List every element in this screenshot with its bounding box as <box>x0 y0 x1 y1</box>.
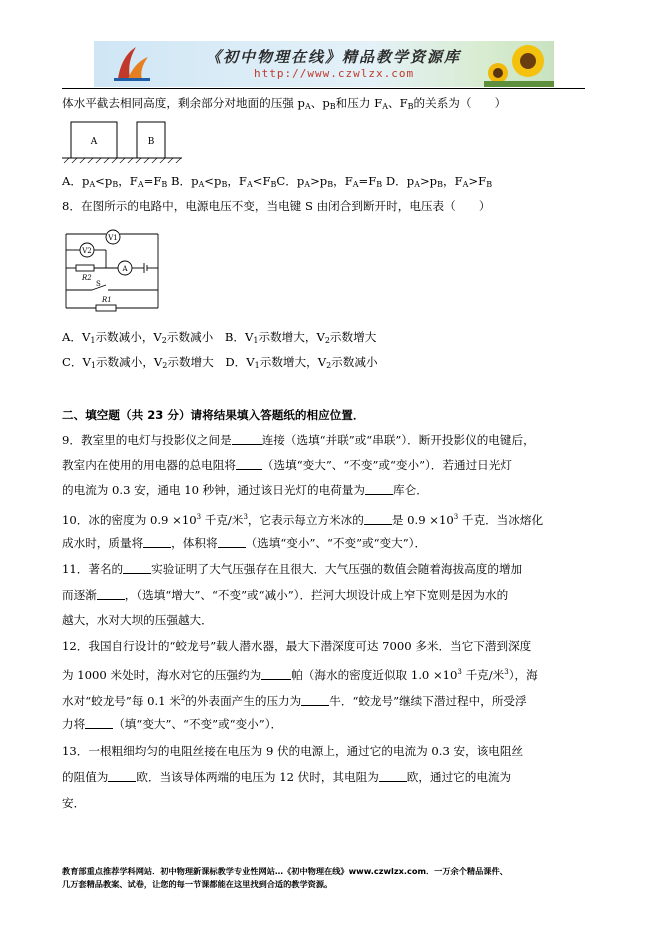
q12-line4: 力将 （填“变大”、“不变”或“变小”）． <box>62 717 283 731</box>
q9-line2: 教室内在使用的用电器的总电阻将 （选填“变大”、“不变”或“变小”）．若通过日光灯 <box>62 458 512 472</box>
site-logo-icon <box>112 45 152 83</box>
circuit-label-r1: R1 <box>102 296 112 304</box>
q9-line3: 的电流为 0.3 安，通电 10 秒钟，通过该日光灯的电荷量为 库仑． <box>62 483 428 497</box>
q11-line3: 越大，水对大坝的压强越大． <box>62 613 213 627</box>
q12-line3: 水对“蛟龙号”每 0.1 米$^2$的外表面产生的压力为 牛．“蛟龙号”继续下潜过程中，所受浮 <box>62 694 527 708</box>
q13-line1: 13．一根粗细均匀的电阻丝接在电压为 9 伏的电源上，通过它的电流为 0.3 安，该电阻丝 <box>62 744 524 758</box>
q13-line2: 的阻值为 欧．当该导体两端的电压为 12 伏时，其电阻为 欧，通过它的电流为 <box>62 770 512 784</box>
footer-line2: 几万套精品教案、试卷，让您的每一节课都能在这里找到合适的教学资源。 <box>62 879 333 889</box>
circuit-label-ammeter: A <box>122 265 128 273</box>
q10-line2: 成水时，质量将 ，体积将 （选填“变小”、“不变”或“变大”）． <box>62 536 427 550</box>
q7-stem: 体水平截去相同高度，剩余部分对地面的压强 $p_A$、$p_B$和压力 $F_A$、$F_B$的关系为（ ） <box>62 96 507 111</box>
header-banner <box>94 41 554 87</box>
header-divider <box>62 88 585 89</box>
circuit-label-switch: S <box>96 280 101 288</box>
circuit-label-v2: V2 <box>82 247 92 255</box>
banner-url[interactable]: http://www.czwlzx.com <box>254 67 415 80</box>
circuit-label-r2: R2 <box>82 274 92 282</box>
q7-options: A．$p_A<p_B$，$F_A=F_B$ B．$p_A<p_B$，$F_A<F_BC$．$p_A>p_B$，$F_A=F_B$ D．$p_A>p_B$，$F_A>F_B$ <box>62 174 493 189</box>
sunflower-icon <box>484 41 554 87</box>
q11-line1: 11．著名的 实验证明了大气压强存在且很大．大气压强的数值会随着海拔高度的增加 <box>62 562 523 576</box>
q8-options-row1: A．$V_1$示数减小，$V_2$示数减小 B．$V_1$示数增大，$V_2$示数增大 <box>62 330 377 345</box>
banner-title: 《初中物理在线》精品教学资源库 <box>206 48 462 66</box>
q8-options-row2: C．$V_1$示数减小，$V_2$示数增大 D．$V_1$示数增大，$V_2$示数减小 <box>62 355 378 370</box>
q12-line1: 12．我国自行设计的“蛟龙号”载人潜水器，最大下潜深度可达 7000 多米．当它下潜到深度 <box>62 639 532 653</box>
q13-line3: 安． <box>62 796 86 810</box>
q7-label-a: A <box>90 137 98 147</box>
circuit-label-v1: V1 <box>108 234 118 242</box>
q11-line2: 而逐渐 ，（选填“增大”、“不变”或“减小”）．拦河大坝设计成上窄下宽则是因为水的 <box>62 588 509 602</box>
q10-line1: 10．冰的密度为 $0.9 \times 10^3$ 千克/米$^3$，它表示每立方米冰的 是 $0.9 \times 10^3$ 千克．当冰熔化 <box>62 513 544 527</box>
section-2-heading: 二、填空题（共 23 分）请将结果填入答题纸的相应位置． <box>62 408 365 422</box>
q12-line2: 为 1000 米处时，海水对它的压强约为 帕（海水的密度近似取 $1.0 \times 10^3$ 千克/米$^3$），海 <box>62 668 538 682</box>
q8-circuit-figure <box>62 228 164 314</box>
q7-label-b: B <box>147 137 155 147</box>
q8-stem: 8．在图所示的电路中，电源电压不变，当电键 S 由闭合到断开时，电压表（ ） <box>62 199 491 213</box>
q7-figure <box>62 120 190 165</box>
footer-line1: 教育部重点推荐学科网站．初中物理新课标教学专业性网站…《初中物理在线》www.czwlzx.com．一万余个精品课件、 <box>62 866 508 876</box>
q9-line1: 9．教室里的电灯与投影仪之间是 连接（选填“并联”或“串联”）．断开投影仪的电键后， <box>62 433 535 447</box>
